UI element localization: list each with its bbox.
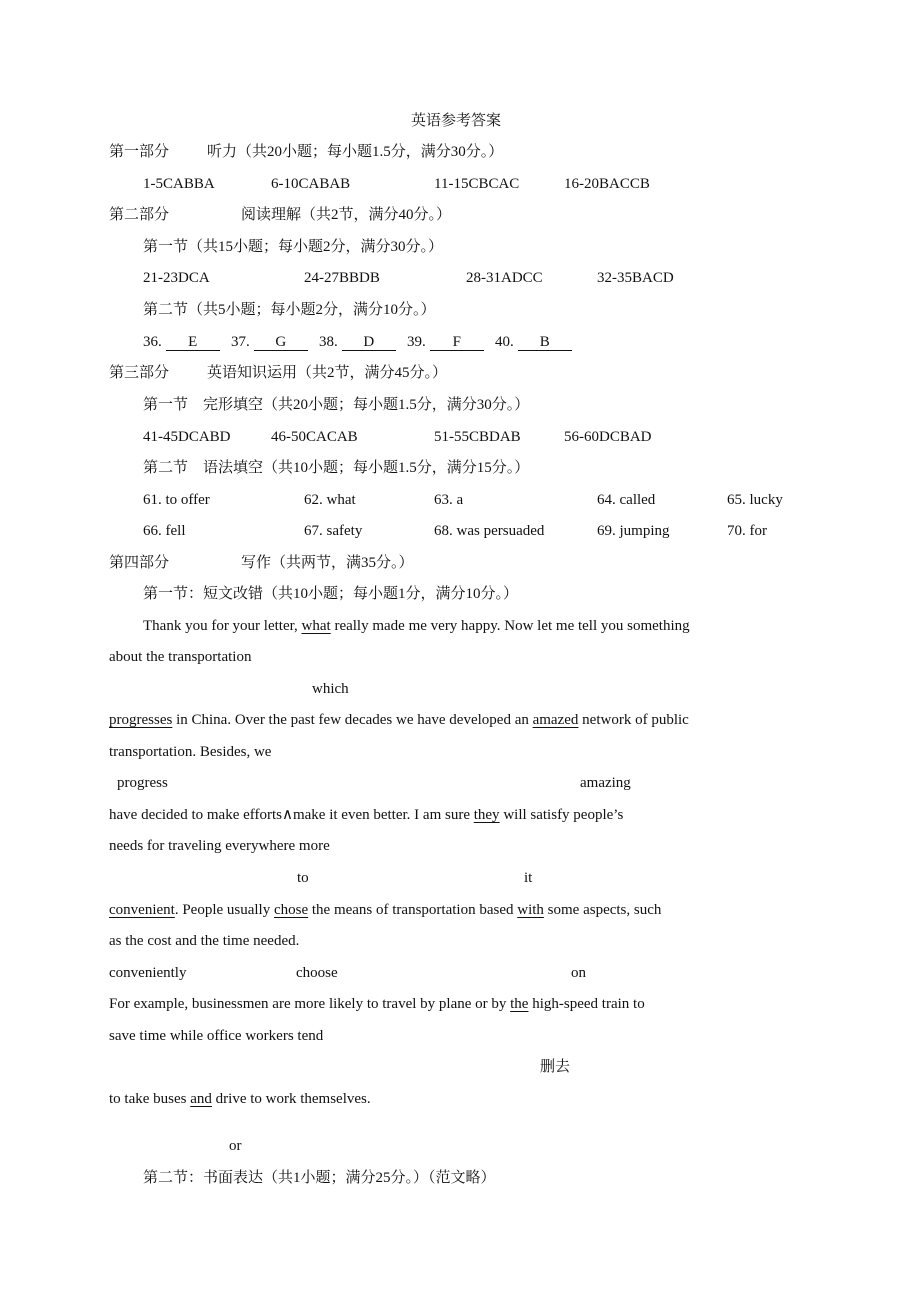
grammar-answer: 70. for — [727, 523, 767, 539]
grammar-answer: 68. was persuaded — [434, 523, 545, 539]
error-word: progresses — [109, 712, 173, 728]
passage-line — [109, 711, 689, 729]
correction: amazing — [580, 775, 631, 791]
answer-group: 6-10CABAB — [271, 176, 351, 192]
correction: conveniently — [109, 965, 187, 981]
question-number: 38. — [319, 334, 338, 350]
answer-group: 51-55CBDAB — [434, 429, 521, 445]
correction: choose — [296, 965, 338, 981]
answer-group: 11-15CBCAC — [434, 176, 520, 192]
answer-group: 56-60DCBAD — [564, 429, 652, 445]
error-word: chose — [273, 902, 309, 918]
question-number: 40. — [495, 334, 514, 350]
text: will satisfy people’s — [499, 807, 624, 823]
error-word: what — [301, 618, 331, 634]
question-number: 36. — [143, 334, 162, 350]
passage-line — [143, 617, 690, 635]
passage-line — [109, 806, 623, 824]
part4-heading: 第四部分 — [109, 555, 170, 571]
answer-blank: G — [254, 335, 308, 351]
text: Thank you for your letter, — [143, 618, 302, 634]
grammar-answer: 66. fell — [143, 523, 186, 539]
text: . People usually — [174, 902, 274, 918]
error-word: amazed — [532, 712, 579, 728]
correction: which — [312, 681, 349, 697]
answer-group: 24-27BBDB — [304, 270, 380, 286]
correction: progress — [117, 775, 168, 791]
grammar-answer: 64. called — [597, 492, 656, 508]
answer-blank: E — [166, 335, 220, 351]
question-number: 37. — [231, 334, 250, 350]
answer-group: 16-20BACCB — [564, 176, 650, 192]
text: really made me very happy. Now let me tell you something — [330, 618, 690, 634]
error-word: the — [510, 996, 529, 1012]
passage-line: needs for traveling everywhere more — [109, 838, 330, 854]
blank-answers-row — [143, 333, 572, 351]
section-heading: 第一节（共15小题；每小题2分，满分30分。） — [143, 239, 444, 255]
correction: on — [571, 965, 586, 981]
answer-group: 1-5CABBA — [143, 176, 215, 192]
answer-group: 41-45DCABD — [143, 429, 231, 445]
grammar-answer: 61. to offer — [143, 492, 210, 508]
text: the means of transportation based — [308, 902, 518, 918]
part2-desc: 阅读理解（共2节，满分40分。） — [241, 207, 452, 223]
text: drive to work themselves. — [211, 1091, 371, 1107]
passage-line: transportation. Besides, we — [109, 744, 272, 760]
answer-blank: B — [518, 335, 572, 351]
section-heading: 第一节：短文改错（共10小题；每小题1分，满分10分。） — [143, 586, 519, 602]
question-number: 39. — [407, 334, 426, 350]
part3-heading: 第三部分 — [109, 365, 170, 381]
passage-line: save time while office workers tend — [109, 1028, 324, 1044]
answer-group: 32-35BACD — [597, 270, 674, 286]
answer-group: 28-31ADCC — [466, 270, 543, 286]
page-title: 英语参考答案 — [411, 113, 502, 129]
text: network of public — [578, 712, 689, 728]
answer-group: 46-50CACAB — [271, 429, 358, 445]
grammar-answer: 67. safety — [304, 523, 363, 539]
part1-heading: 第一部分 — [109, 144, 170, 160]
correction: or — [229, 1138, 242, 1154]
text: For example, businessmen are more likely to travel by plane or by — [109, 996, 511, 1012]
passage-line — [109, 901, 661, 919]
grammar-answer: 69. jumping — [597, 523, 670, 539]
error-word: they — [473, 807, 500, 823]
passage-line: as the cost and the time needed. — [109, 933, 300, 949]
section-heading: 第二节：书面表达（共1小题；满分25分。）（范文略） — [143, 1170, 496, 1186]
error-word: and — [190, 1091, 212, 1107]
answer-group: 21-23DCA — [143, 270, 210, 286]
passage-line: about the transportation — [109, 649, 252, 665]
text: have decided to make efforts∧make it even better. I am sure — [109, 807, 474, 823]
grammar-answer: 62. what — [304, 492, 356, 508]
part1-desc: 听力（共20小题；每小题1.5分，满分30分。） — [207, 144, 504, 160]
passage-line — [109, 995, 645, 1013]
error-word: convenient — [109, 902, 175, 918]
correction: to — [297, 870, 309, 886]
part4-desc: 写作（共两节，满35分。） — [241, 555, 414, 571]
section-heading: 第二节（共5小题；每小题2分，满分10分。） — [143, 302, 436, 318]
text: in China. Over the past few decades we have developed an — [172, 712, 533, 728]
correction: it — [524, 870, 533, 886]
section-heading: 第二节 语法填空（共10小题；每小题1.5分，满分15分。） — [143, 460, 530, 476]
grammar-answer: 63. a — [434, 492, 464, 508]
error-word: with — [517, 902, 544, 918]
answer-blank: F — [430, 335, 484, 351]
correction: 删去 — [540, 1059, 571, 1075]
text: some aspects, such — [543, 902, 662, 918]
passage-line — [109, 1090, 371, 1108]
text: to take buses — [109, 1091, 191, 1107]
part3-desc: 英语知识运用（共2节，满分45分。） — [207, 365, 448, 381]
section-heading: 第一节 完形填空（共20小题；每小题1.5分，满分30分。） — [143, 397, 530, 413]
answer-blank: D — [342, 335, 396, 351]
grammar-answer: 65. lucky — [727, 492, 783, 508]
part2-heading: 第二部分 — [109, 207, 170, 223]
text: high-speed train to — [528, 996, 645, 1012]
